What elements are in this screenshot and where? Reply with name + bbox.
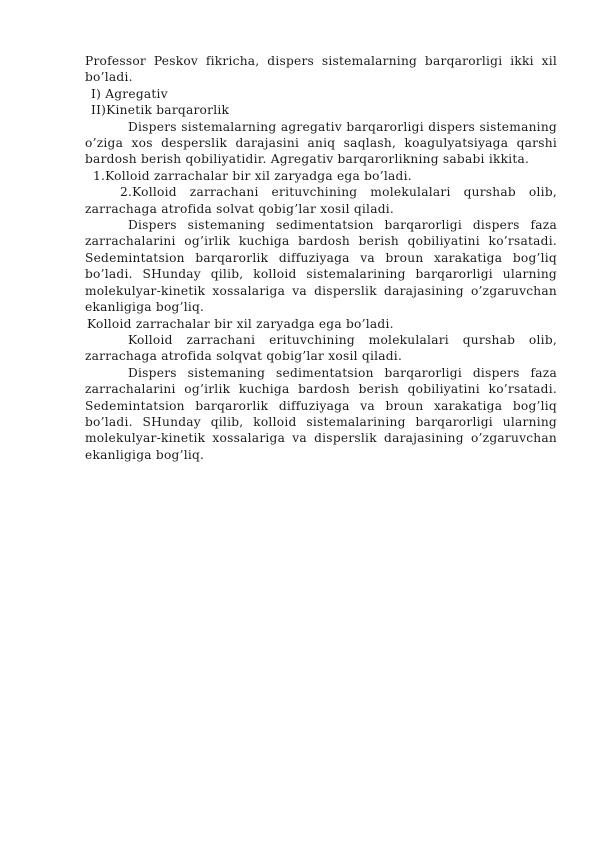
reason-1-paragraph: 1.Kolloid zarrachalar bir xil zaryadga ega bo’ladi.: [93, 168, 412, 183]
agregativ-definition-paragraph: Dispers sistemalarning agregativ barqarorligi dispers sistemaning o’ziga xos desperslik darajasini aniq saqlash, koagulyatsiyaga qarshi bardosh berish qobiliyatidir. Agregativ barqarorlikning sababi ikkita.: [85, 119, 557, 167]
list-item-kinetik: II)Kinetik barqarorlik: [91, 103, 230, 118]
document-page: [85, 53, 557, 463]
intro-paragraph: Professor Peskov fikricha, dispers sistemalarning barqarorligi ikki xil bo’ladi.: [85, 54, 557, 85]
list-item-agregativ: I) Agregativ: [91, 86, 168, 101]
reason-2-paragraph: 2.Kolloid zarrachani erituvchining molekulalari qurshab olib, zarrachaga atrofida solvat qobig’lar xosil qiladi.: [85, 185, 557, 216]
repeat-sedimentation-paragraph: Dispers sistemaning sedimentatsion barqarorligi dispers faza zarrachalarini og’irlik kuchiga bardosh berish qobiliyatini ko’rsatadi. Sedemintatsion barqarorlik diffuziyaga va broun xarakatiga bog’liq bo’ladi. SHunday qilib, kolloid sistemalarining barqarorligi ularning molekulyar-kinetik xossalariga va disperslik darajasining o’zgaruvchan ekanligiga bog’liq.: [85, 365, 557, 462]
repeat-reason-1-paragraph: Kolloid zarrachalar bir xil zaryadga ega bo’ladi.: [87, 316, 394, 331]
sedimentation-paragraph: Dispers sistemaning sedimentatsion barqarorligi dispers faza zarrachalarini og’irlik kuchiga bardosh berish qobiliyatini ko’rsatadi. Sedemintatsion barqarorlik diffuziyaga va broun xarakatiga bog’liq bo’ladi. SHunday qilib, kolloid sistemalarining barqarorligi ularning molekulyar-kinetik xossalariga va disperslik darajasining o’zgaruvchan ekanligiga bog’liq.: [85, 218, 557, 315]
repeat-reason-2-paragraph: Kolloid zarrachani erituvchining molekulalari qurshab olib, zarrachaga atrofida solqvat qobig’lar xosil qiladi.: [85, 332, 557, 364]
